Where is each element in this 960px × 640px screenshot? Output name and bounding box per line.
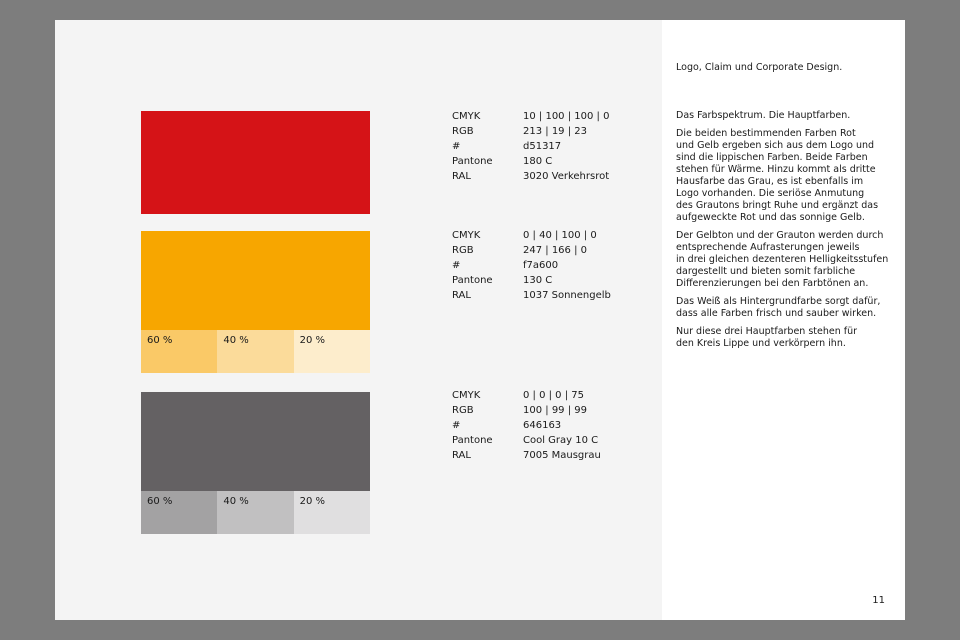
text-line: aufgeweckte Rot und das sonnige Gelb. [676,212,865,223]
spec-key: # [452,260,461,271]
yellow-tint-60: 60 % [141,330,217,373]
grey-tint-60: 60 % [141,491,217,534]
text-line: Das Weiß als Hintergrundfarbe sorgt dafür, [676,296,881,307]
text-line: den Kreis Lippe und verkörpern ihn. [676,338,846,349]
yellow-tint-20: 20 % [294,330,370,373]
spec-key: # [452,420,461,431]
page-number: 11 [872,595,885,606]
paragraph-4 [676,326,894,350]
spec-key: Pantone [452,275,493,286]
yellow-tint-40: 40 % [217,330,293,373]
section-header: Logo, Claim und Corporate Design. [676,62,843,73]
spec-value: 646163 [523,420,562,431]
spec-row [452,418,601,433]
paragraph-1 [676,128,894,224]
paragraph-2 [676,230,894,290]
spec-value: 10 | 100 | 100 | 0 [523,111,610,122]
spec-value: 3020 Verkehrsrot [523,171,610,182]
text-line: des Grautons bringt Ruhe und ergänzt das [676,200,879,211]
spec-value: 130 C [523,275,553,286]
spec-row [452,228,611,243]
spec-key: CMYK [452,111,481,122]
subheading: Das Farbspektrum. Die Hauptfarben. [676,110,851,121]
text-line: Der Gelbton und der Grauton werden durch [676,230,884,241]
text-line: Hausfarbe das Grau, es ist ebenfalls im [676,176,864,187]
spec-value: f7a600 [523,260,559,271]
spec-value: 0 | 0 | 0 | 75 [523,390,584,401]
spec-row [452,169,609,184]
body-text [676,110,894,356]
specs-yellow [452,228,611,303]
spec-value: 180 C [523,156,553,167]
swatch-grey-main [141,392,370,491]
swatch-yellow [141,231,370,373]
text-line: in drei gleichen dezenteren Helligkeitsstufen [676,254,889,265]
spec-row [452,433,601,448]
spec-key: Pantone [452,156,493,167]
text-line: stehen für Wärme. Hinzu kommt als dritte [676,164,876,175]
spec-row [452,139,609,154]
spec-value: Cool Gray 10 C [523,435,599,446]
brochure-spread [55,20,905,620]
spec-row [452,448,601,463]
text-line: dargestellt und bieten somit farbliche [676,266,856,277]
spec-row [452,109,609,124]
spec-value: 247 | 166 | 0 [523,245,587,256]
text-line: Nur diese drei Hauptfarben stehen für [676,326,858,337]
grey-tint-20: 20 % [294,491,370,534]
text-line: Differenzierungen bei den Farbtönen an. [676,278,869,289]
text-line: Logo vorhanden. Die seriöse Anmutung [676,188,865,199]
spec-key: RGB [452,245,474,256]
specs-red [452,109,609,184]
right-page [662,20,905,620]
spec-key: RAL [452,171,471,182]
yellow-tints [141,330,370,373]
spec-row [452,243,611,258]
spec-value: 7005 Mausgrau [523,450,601,461]
paragraph-3 [676,296,894,320]
spec-key: RGB [452,405,474,416]
spec-key: RAL [452,450,471,461]
spec-value: 1037 Sonnengelb [523,290,611,301]
swatch-grey [141,392,370,534]
spec-key: CMYK [452,390,481,401]
spec-value: d51317 [523,141,562,152]
spec-key: CMYK [452,230,481,241]
spec-key: RGB [452,126,474,137]
spec-row [452,258,611,273]
swatch-yellow-main [141,231,370,330]
spec-row [452,388,601,403]
specs-grey [452,388,601,463]
swatch-red [141,111,370,214]
text-line: dass alle Farben frisch und sauber wirken. [676,308,877,319]
spec-value: 100 | 99 | 99 [523,405,587,416]
text-line: Die beiden bestimmenden Farben Rot [676,128,856,139]
text-line: und Gelb ergeben sich aus dem Logo und [676,140,875,151]
spec-row [452,403,601,418]
spec-key: # [452,141,461,152]
left-page [55,20,662,620]
spec-value: 0 | 40 | 100 | 0 [523,230,597,241]
grey-tints [141,491,370,534]
spec-row [452,154,609,169]
text-line: entsprechende Aufrasterungen jeweils [676,242,860,253]
spec-value: 213 | 19 | 23 [523,126,587,137]
swatch-red-main [141,111,370,214]
spec-row [452,124,609,139]
grey-tint-40: 40 % [217,491,293,534]
spec-key: RAL [452,290,471,301]
spec-row [452,288,611,303]
spec-key: Pantone [452,435,493,446]
text-line: sind die lippischen Farben. Beide Farben [676,152,868,163]
spec-row [452,273,611,288]
